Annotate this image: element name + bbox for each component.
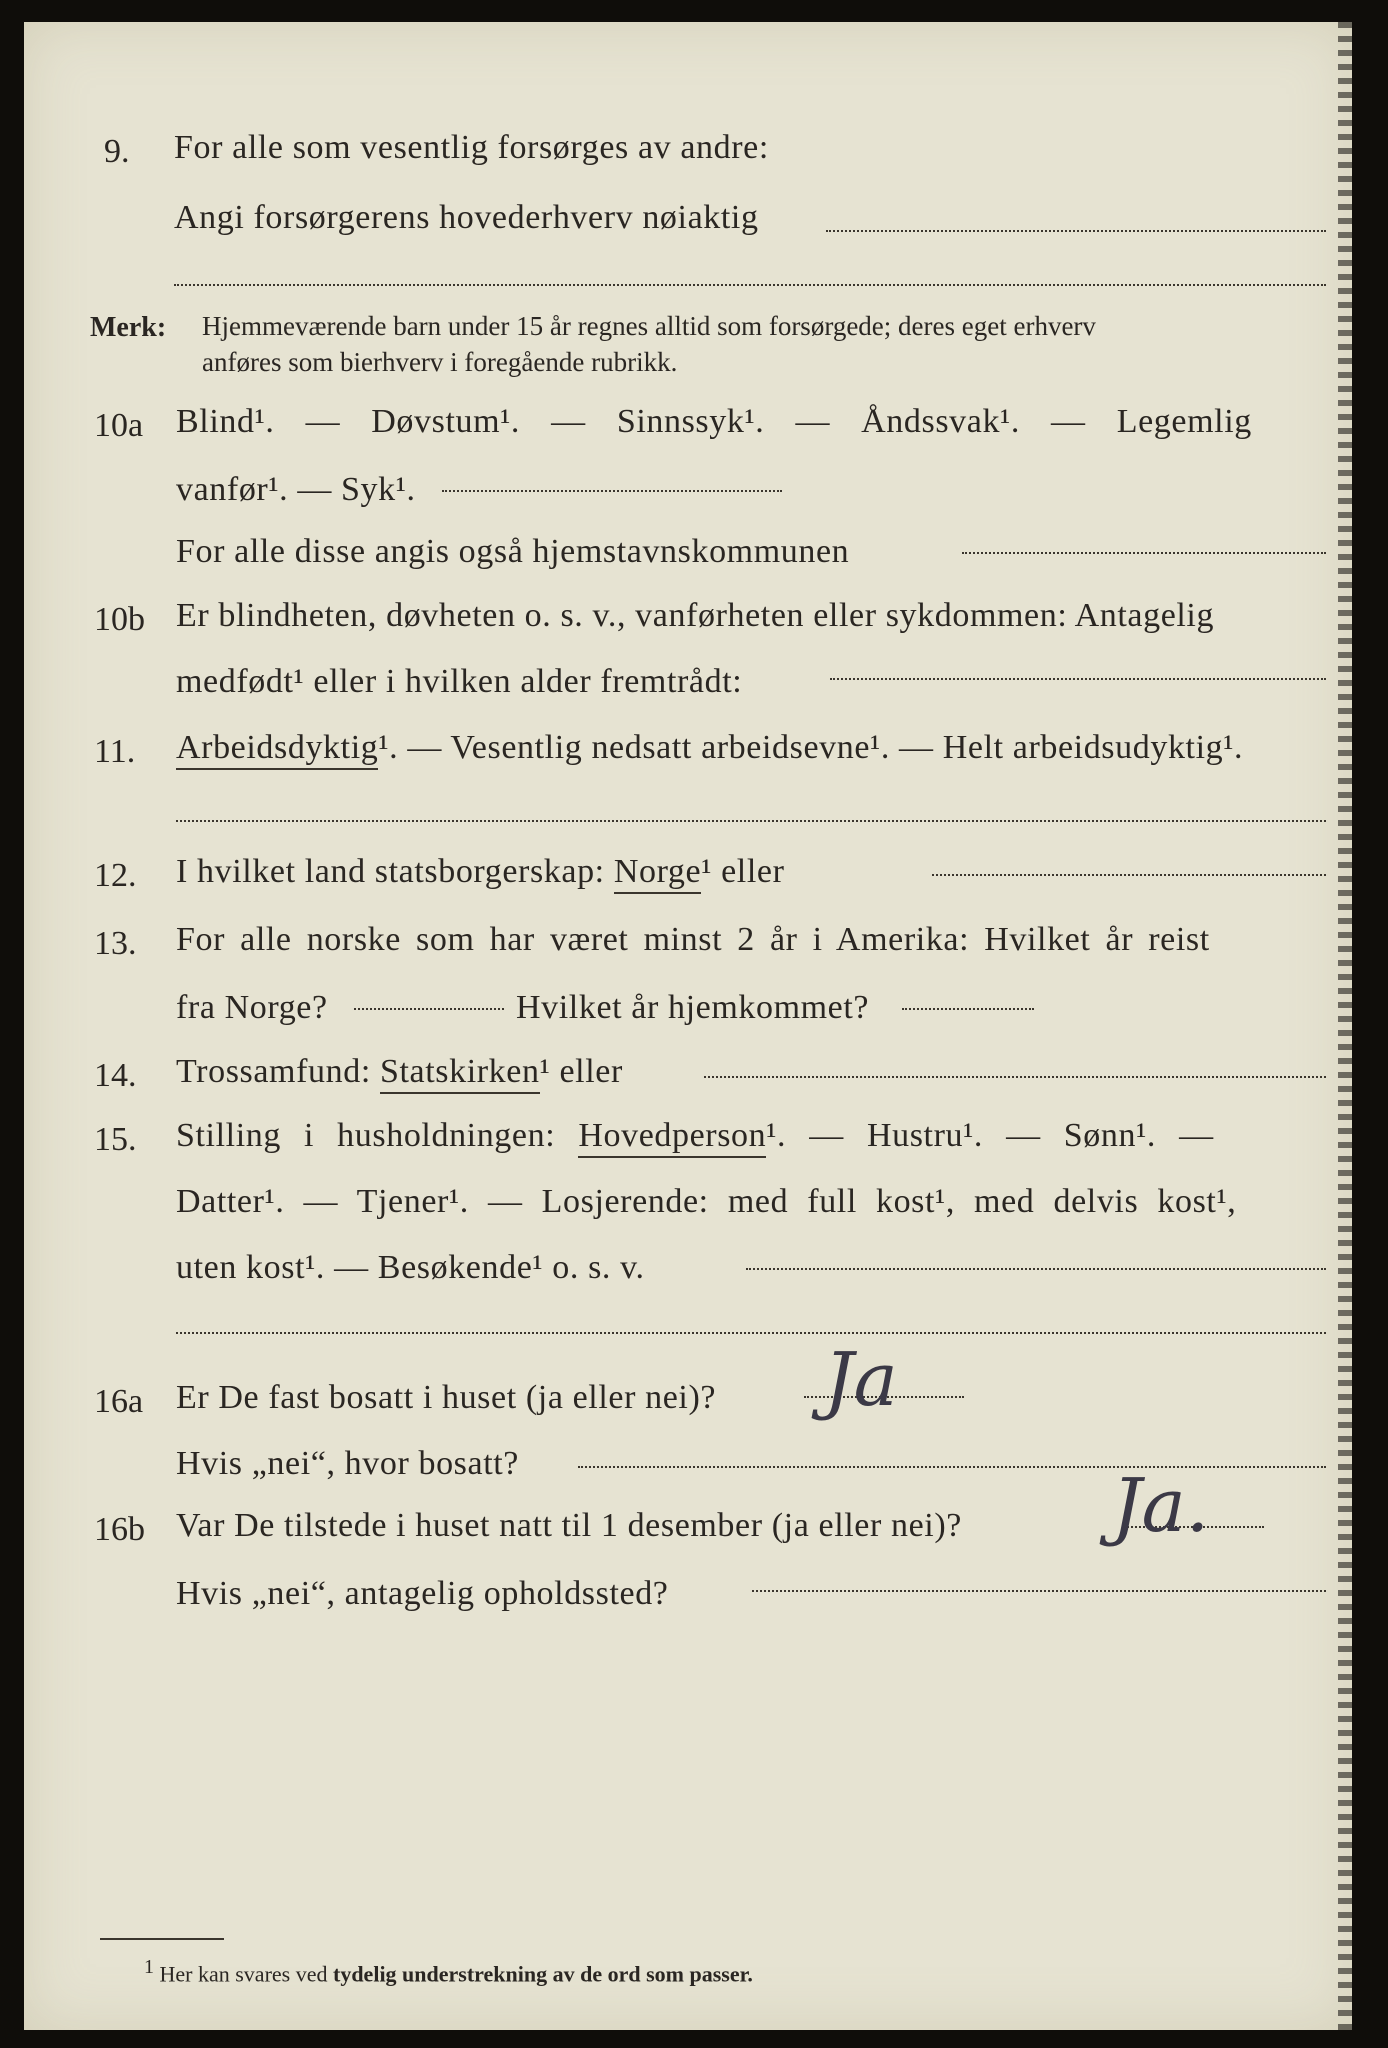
q14-answer-line[interactable] [704, 1076, 1326, 1078]
q11-selected-arbeidsdyktig[interactable]: Arbeidsdyktig [176, 729, 378, 770]
q9-answer-line-2[interactable] [174, 284, 1326, 286]
q12-number: 12. [94, 857, 137, 894]
q14-label: Trossamfund: [176, 1053, 371, 1090]
q9-number: 9. [104, 133, 130, 170]
footnote-rule [100, 1938, 224, 1940]
census-form-page [24, 22, 1352, 2030]
q10a-answer-line[interactable] [442, 490, 782, 492]
q15-label: Stilling i husholdningen: [176, 1117, 556, 1154]
q16b-line1: Var De tilstede i huset natt til 1 desember (ja eller nei)? [176, 1507, 962, 1544]
q14-line [176, 1052, 623, 1092]
q15-answer-line[interactable] [746, 1268, 1326, 1270]
q12-line [176, 852, 785, 892]
q10b-number: 10b [94, 601, 145, 638]
q16a-number: 16a [94, 1383, 144, 1420]
q9-answer-line[interactable] [826, 230, 1326, 232]
q16a-handwritten-answer: Ja [824, 1337, 898, 1423]
q16b-number: 16b [94, 1511, 145, 1548]
q16b-opholdssted-line[interactable] [752, 1590, 1326, 1592]
footnote-text: Her kan svares ved [159, 1961, 328, 1987]
q9-line2: Angi forsørgerens hovederhverv nøiaktig [174, 199, 759, 236]
q15-line2: Datter¹. — Tjener¹. — Losjerende: med full kost¹, med delvis kost¹, [176, 1183, 1237, 1220]
merk-label: Merk: [90, 312, 167, 343]
q12-answer-line[interactable] [932, 874, 1326, 876]
q10a-number: 10a [94, 407, 144, 444]
q14-number: 14. [94, 1057, 137, 1094]
q15-line1 [176, 1116, 1214, 1156]
q10a-line3: For alle disse angis også hjemstavnskommunen [176, 533, 850, 570]
q10b-line1: Er blindheten, døvheten o. s. v., vanførheten eller sykdommen: Antagelig [176, 597, 1215, 634]
q16a-line1: Er De fast bosatt i huset (ja eller nei)? [176, 1379, 717, 1416]
q11-number: 11. [94, 733, 136, 770]
q12-label: I hvilket land statsborgerskap: [176, 853, 605, 890]
q14-other: ¹ eller [539, 1053, 623, 1090]
q13-reist-line[interactable] [354, 1008, 504, 1010]
q13-line1: For alle norske som har været minst 2 år i Amerika: Hvilket år reist [176, 921, 1210, 958]
footnote-marker: 1 [144, 1956, 154, 1978]
q16a-line2: Hvis „nei“, hvor bosatt? [176, 1445, 519, 1482]
q16b-handwritten-answer: Ja. [1112, 1463, 1210, 1549]
q16a-bosatt-line[interactable] [578, 1466, 1326, 1468]
merk-line2: anføres som bierhverv i foregående rubrikk. [202, 347, 678, 377]
q16b-line2: Hvis „nei“, antagelig opholdssted? [176, 1575, 669, 1612]
q13-number: 13. [94, 925, 137, 962]
q15-number: 15. [94, 1121, 137, 1158]
footnote-bold: tydelig understrekning av de ord som passer. [333, 1961, 753, 1987]
q12-other: ¹ eller [701, 853, 785, 890]
q10b-answer-line[interactable] [830, 678, 1326, 680]
q13-part-b: Hvilket år hjemkommet? [516, 989, 870, 1026]
merk-line1: Hjemmeværende barn under 15 år regnes alltid som forsørgede; deres eget erhverv [202, 311, 1096, 341]
q9-line1: For alle som vesentlig forsørges av andre: [174, 129, 769, 166]
q14-selected-statskirken[interactable]: Statskirken [380, 1053, 540, 1094]
q15-selected-hovedperson[interactable]: Hovedperson [578, 1117, 766, 1158]
footnote [144, 1956, 753, 1987]
q10a-kommune-line[interactable] [962, 552, 1326, 554]
q10a-line2: vanfør¹. — Syk¹. [176, 471, 416, 508]
q10a-line1: Blind¹. — Døvstum¹. — Sinnssyk¹. — Åndssvak¹. — Legemlig [176, 403, 1252, 440]
q11-options: ¹. — Vesentlig nedsatt arbeidsevne¹. — Helt arbeidsudyktig¹. [378, 729, 1244, 766]
q12-selected-norge[interactable]: Norge [614, 853, 701, 894]
q15-options: ¹. — Hustru¹. — Sønn¹. — [766, 1117, 1214, 1154]
q13-part-a: fra Norge? [176, 989, 328, 1026]
q13-hjem-line[interactable] [902, 1008, 1034, 1010]
q15-line3: uten kost¹. — Besøkende¹ o. s. v. [176, 1249, 645, 1286]
q11-answer-line[interactable] [176, 820, 1326, 822]
q15-answer-line-2[interactable] [176, 1332, 1326, 1334]
q11-line [176, 728, 1243, 768]
torn-edge [1338, 22, 1352, 2030]
q10b-line2: medfødt¹ eller i hvilken alder fremtrådt: [176, 663, 743, 700]
